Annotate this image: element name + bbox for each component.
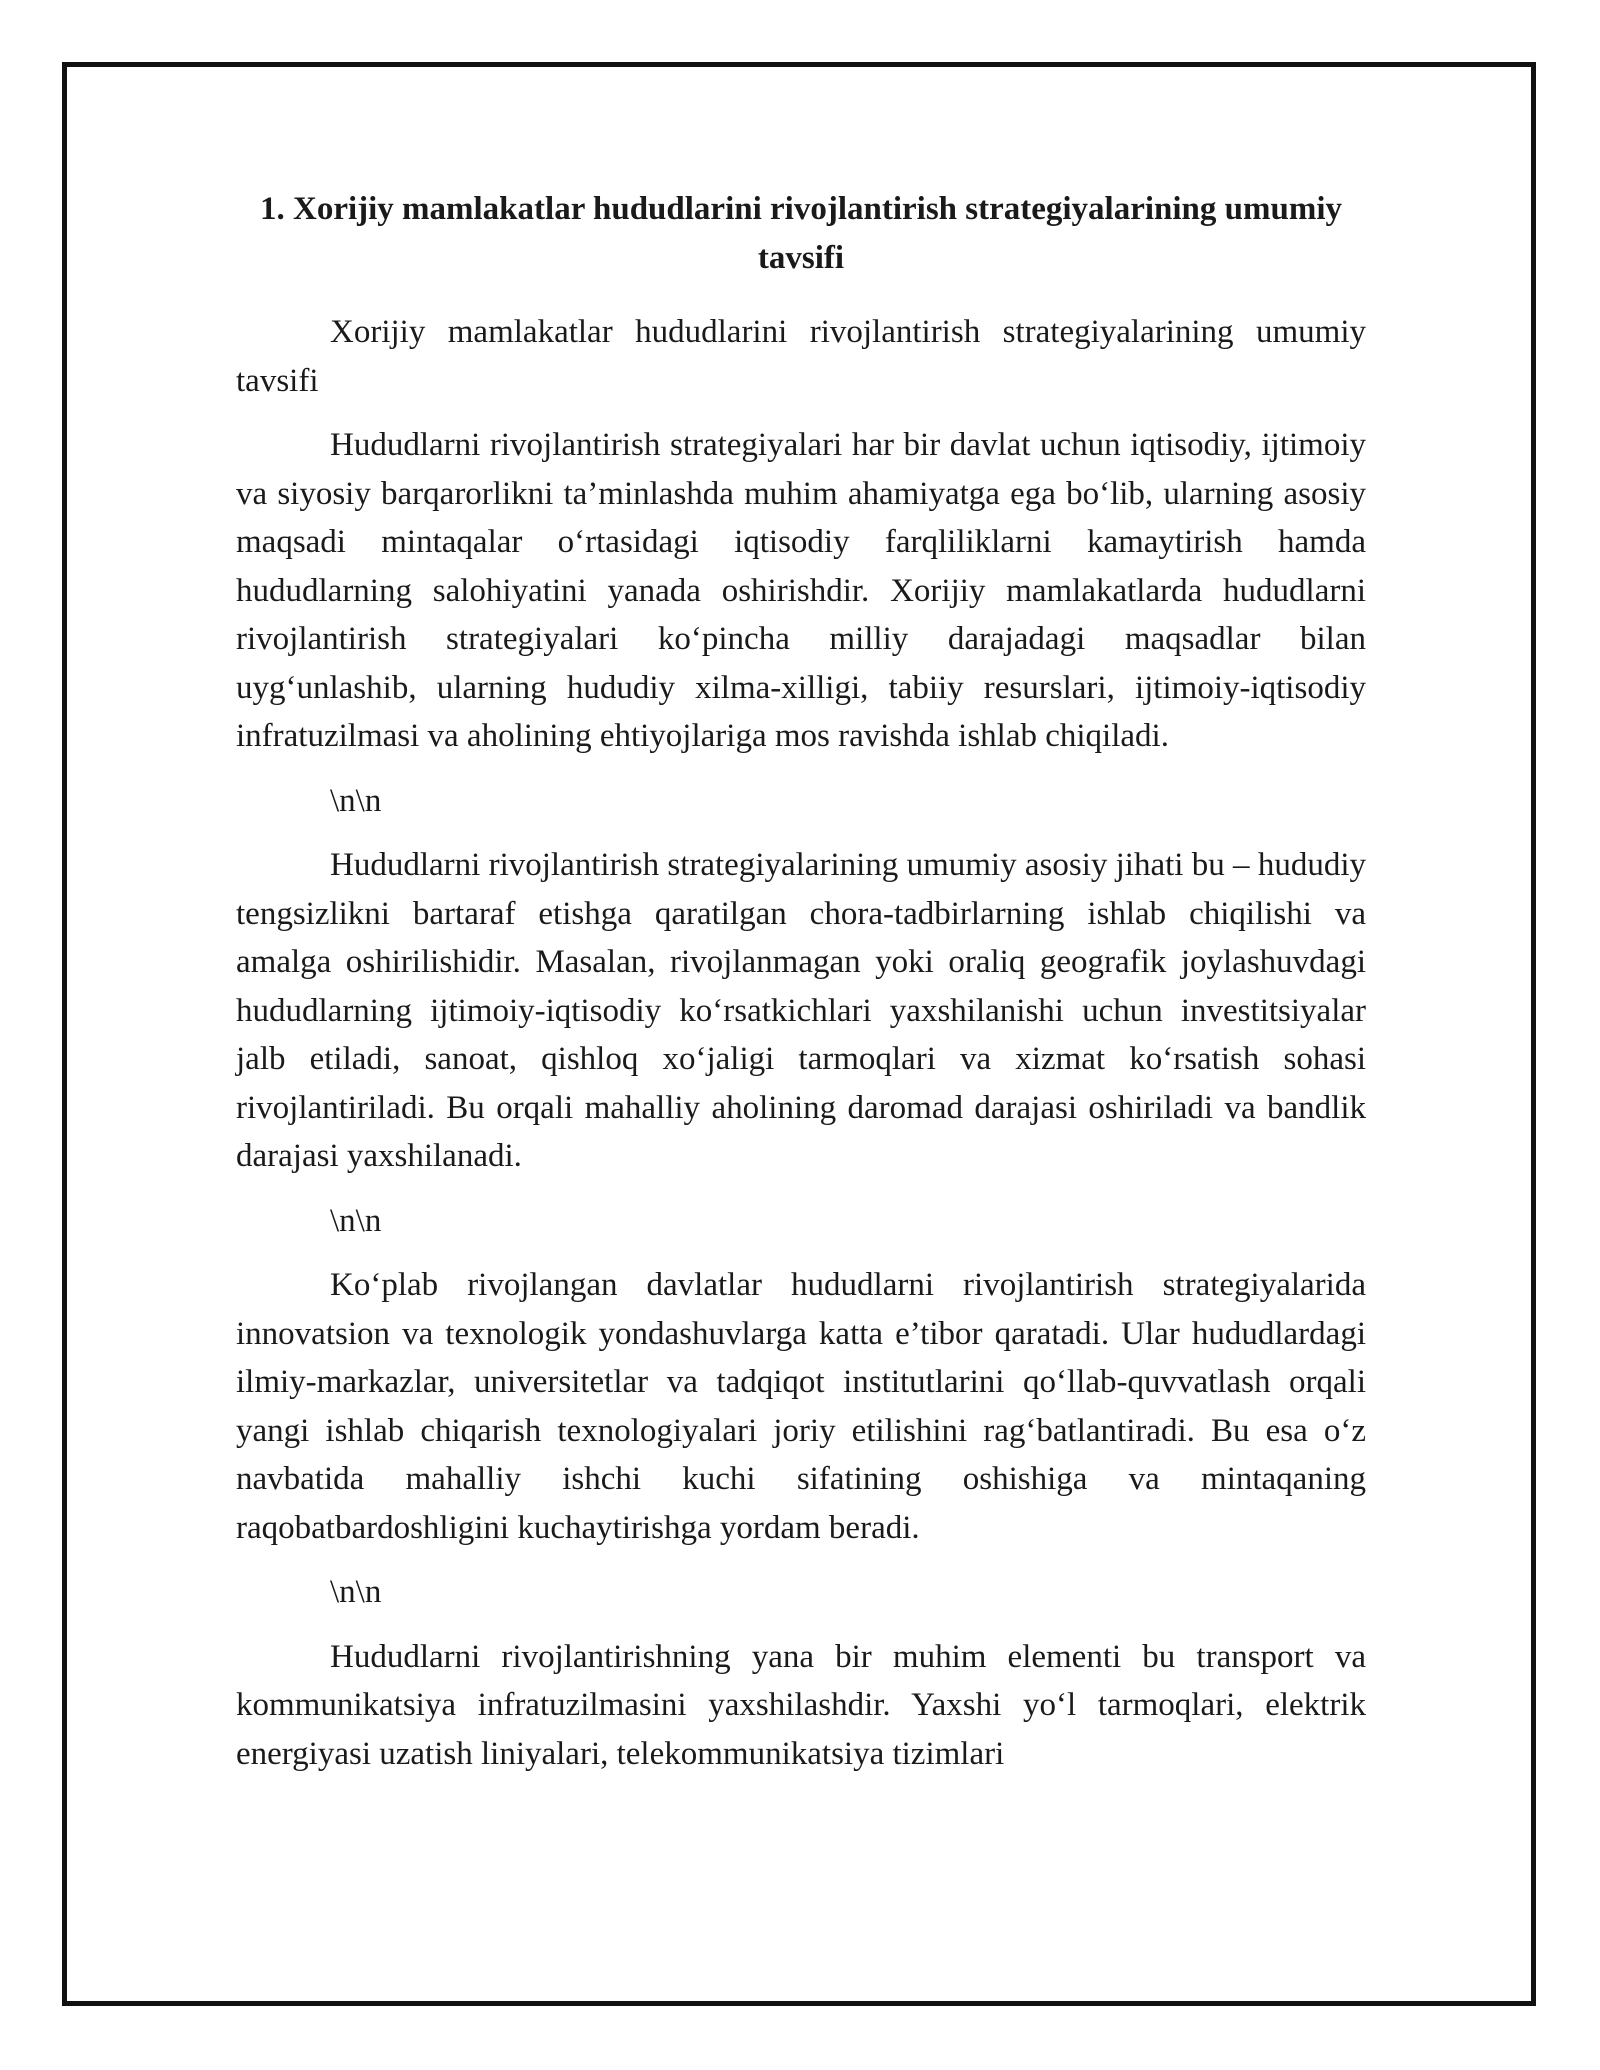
document-body: [236, 185, 1366, 1794]
paragraph-separator: \n\n: [330, 1574, 382, 1610]
paragraph-separator: \n\n: [330, 1202, 382, 1239]
paragraph-innovation: Ko‘plab rivojlangan davlatlar hududlarni rivojlantirish strategiyalarida innovatsion va texnologik yondashuvlarga katta e’tibor qaratadi. Ular hududlardagi ilmiy-markazlar, universitetlar va tadqiqot institutlarini qo‘llab-quvvatlash orqali yangi ishlab chiqarish texnologiyalari joriy etilishini rag‘batlantiradi. Bu esa o‘z navbatida mahalliy ishchi kuchi sifatining oshishiga va mintaqaning raqobatbardoshligini kuchaytirishga yordam beradi.: [236, 1267, 1366, 1546]
paragraph-inequality: Hududlarni rivojlantirish strategiyalarining umumiy asosiy jihati bu – hududiy tengsizlikni bartaraf etishga qaratilgan chora-tadbirlarning ishlab chiqilishi va amalga oshirilishidir. Masalan, rivojlanmagan yoki oraliq geografik joylashuvdagi hududlarning ijtimoiy-iqtisodiy ko‘rsatkichlari yaxshilanishi uchun investitsiyalar jalb etiladi, sanoat, qishloq xo‘jaligi tarmoqlari va xizmat ko‘rsatish sohasi rivojlantiriladi. Bu orqali mahalliy aholining daromad darajasi oshiriladi va bandlik darajasi yaxshilanadi.: [236, 847, 1366, 1174]
paragraph-subtitle: Xorijiy mamlakatlar hududlarini rivojlantirish strategiyalarining umumiy tavsifi: [236, 314, 1366, 399]
paragraph-separator: \n\n: [330, 782, 382, 819]
paragraph-infrastructure: Hududlarni rivojlantirishning yana bir muhim elementi bu transport va kommunikatsiya infratuzilmasini yaxshilashdir. Yaxshi yo‘l tarmoqlari, elektrik energiyasi uzatish liniyalari, telekommunikatsiya tizimlari: [236, 1638, 1366, 1772]
paragraph-intro: Hududlarni rivojlantirish strategiyalari har bir davlat uchun iqtisodiy, ijtimoiy va siyosiy barqarorlikni ta’minlashda muhim ahamiyatga ega bo‘lib, ularning asosiy maqsadi mintaqalar o‘rtasidagi iqtisodiy farqliliklarni kamaytirish hamda hududlarning salohiyatini yanada oshirishdir. Xorijiy mamlakatlarda hududlarni rivojlantirish strategiyalari ko‘pincha milliy darajadagi maqsadlar bilan uyg‘unlashib, ularning hududiy xilma-xilligi, tabiiy resurslari, ijtimoiy-iqtisodiy infratuzilmasi va aholining ehtiyojlariga mos ravishda ishlab chiqiladi.: [236, 427, 1366, 754]
document-title: 1. Xorijiy mamlakatlar hududlarini rivojlantirish strategiyalarining umumiy tavsifi: [259, 191, 1343, 276]
